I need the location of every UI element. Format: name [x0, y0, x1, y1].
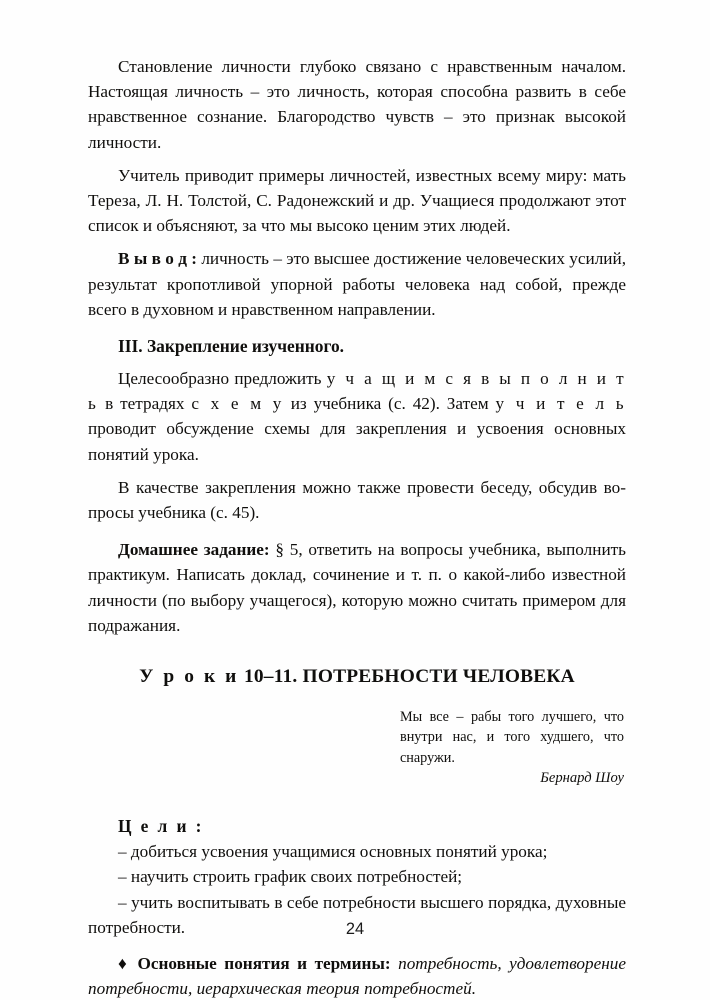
heading-consolidation: III. Закрепление изученного.: [118, 336, 344, 357]
epigraph-author: Бернард Шоу: [540, 770, 624, 787]
lesson-title-prefix: У р о к и: [139, 666, 239, 688]
lesson-title: [88, 664, 626, 690]
paragraph-spacer: [88, 468, 626, 475]
paragraph-homework: [88, 537, 626, 638]
paragraph-consolidation-activity: [88, 366, 626, 467]
terms-label-text: Основные понятия и термины:: [137, 954, 391, 974]
homework-label: Домашнее задание:: [118, 540, 270, 560]
consolidation-tail: проводит обсуждение схемы для закрепления и усвоения основных понятий урока.: [88, 419, 626, 464]
conclusion-text: личность – это высшее достижение человеческих усилий, результат кропотливой упорной работы человека над собой, прежде всего в духовном и нравственном направлении.: [88, 249, 626, 319]
goal-item: – учить воспитывать в себе потребности высшего порядка, духовные потребности.: [88, 892, 626, 937]
consolidation-emphasis-scheme: с х е м у: [191, 394, 284, 414]
lesson-title-name: ПОТРЕБНОСТИ ЧЕЛОВЕКА: [297, 666, 575, 688]
paragraph-consolidation-discussion: В качестве закрепления можно также провести беседу, обсудив вопросы учебника (с. 45).: [88, 477, 626, 523]
diamond-bullet-icon: ♦: [118, 954, 130, 974]
page-content: [88, 54, 626, 1002]
consolidation-emphasis-teacher: у ч и т е л ь: [495, 394, 626, 414]
lesson-title-spacer: [88, 639, 626, 664]
paragraph-personality-formation: Становление личности глубоко связано с нравственным началом. Настоящая личность – это личность, которая способна развить в себе нравственное сознание. Благородство чувств – это признак высокой личности.: [88, 57, 626, 152]
paragraph-teacher-examples: Учитель приводит примеры личностей, известных всему миру: мать Тереза, Л. Н. Толстой, С. Радонежский и др. Учащиеся продолжают этот список и объясняют, за что мы высоко ценим этих людей.: [88, 165, 626, 236]
paragraph-key-terms: [88, 951, 626, 1001]
terms-spacer: [88, 940, 626, 951]
paragraph-conclusion: [88, 246, 626, 322]
section-spacer: [88, 526, 626, 537]
paragraph-spacer: [88, 359, 626, 366]
goal-item: – добиться усвоения учащимися основных понятий урока;: [118, 842, 548, 862]
goal-item: – научить строить график своих потребностей;: [118, 867, 463, 887]
goals-spacer: [88, 789, 626, 814]
consolidation-mid-1: в тетрадях: [98, 394, 192, 414]
goals-heading: Ц е л и :: [118, 816, 204, 837]
epigraph-spacer: [88, 690, 626, 707]
terms-value: потребность, удовлетворение потребности, иерархическая теория потребностей.: [88, 954, 626, 999]
conclusion-label: В ы в о д :: [118, 249, 197, 269]
page-number: 24: [345, 920, 365, 938]
consolidation-mid-2: из учебника (с. 42). Затем: [283, 394, 496, 414]
homework-text: § 5, ответить на вопросы учебника, выполнить практикум. Написать доклад, сочинение и т. п. о какой-либо известной личности (по выбору учащегося), которую можно считать примером для подражания.: [88, 540, 626, 635]
terms-label: [130, 954, 138, 973]
epigraph-text: Мы все – рабы того лучшего, что внутри нас, и того худшего, что снаружи.: [400, 709, 624, 766]
paragraph-spacer: [88, 239, 626, 246]
consolidation-lead: Целесообразно предложить: [118, 369, 327, 389]
consolidation-emphasis-students: у ч а щ и м с я в ы п о л н и т ь: [88, 369, 626, 414]
section-spacer: [88, 323, 626, 334]
paragraph-spacer: [88, 156, 626, 163]
lesson-title-numbers: 10–11.: [238, 666, 298, 688]
